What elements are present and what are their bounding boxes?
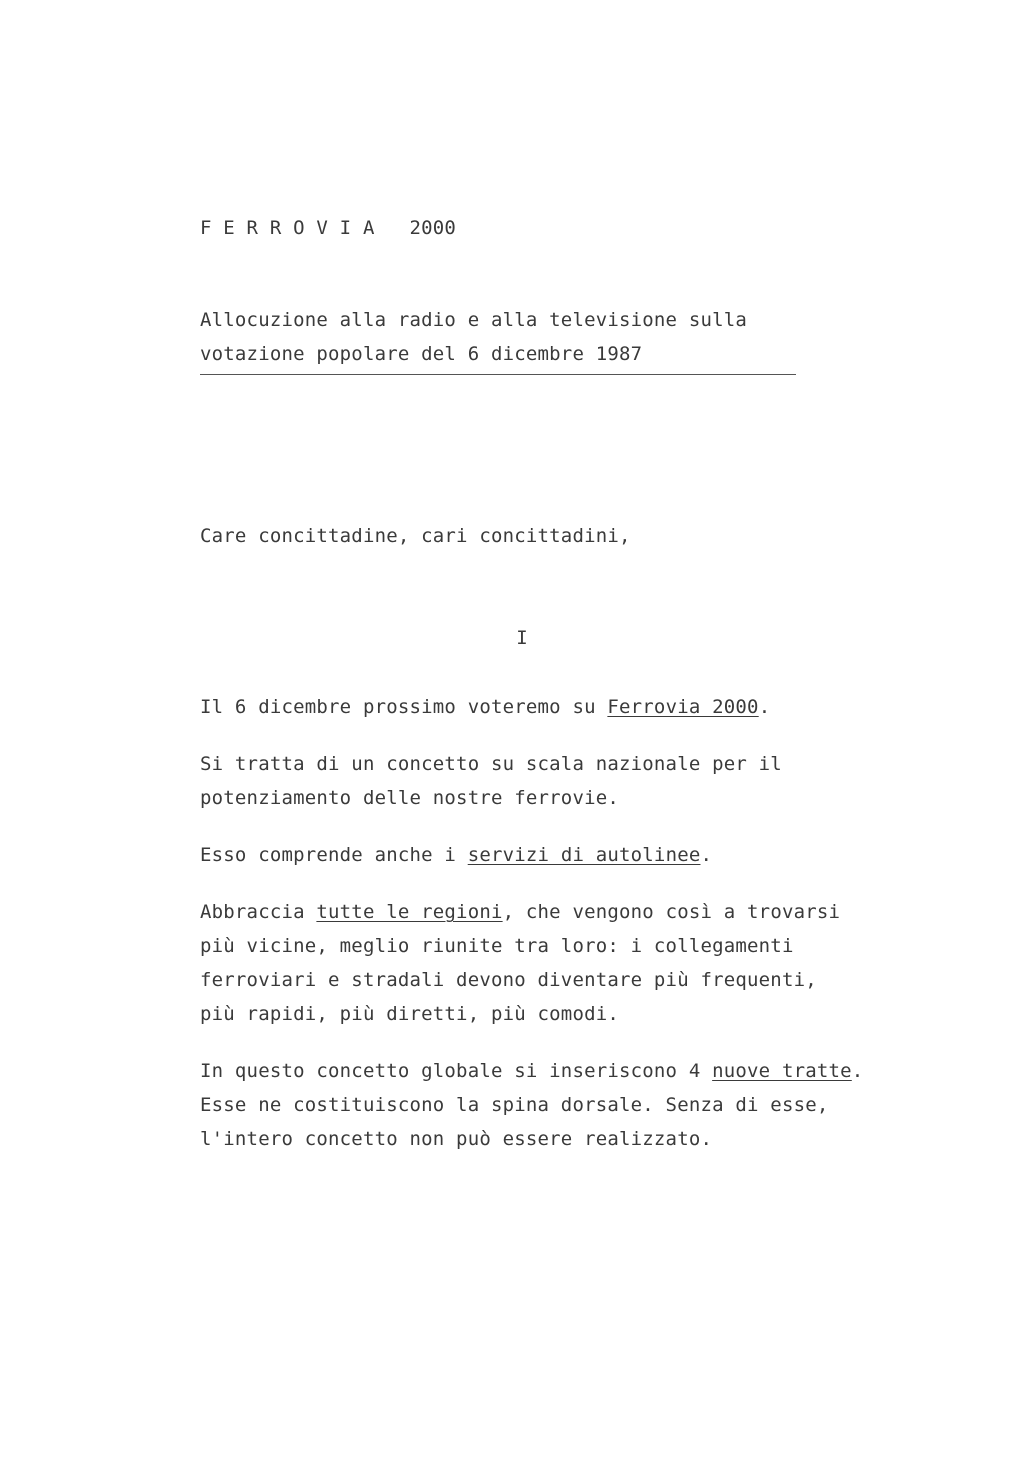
paragraph-5-underlined: nuove tratte [712, 1060, 852, 1082]
paragraph-3-end: . [700, 844, 713, 866]
paragraph-5-line-1-end: . [851, 1060, 864, 1082]
paragraph-4-line-2: più vicine, meglio riunite tra loro: i collegamenti [200, 935, 794, 957]
paragraph-5-line-1-start: In questo concetto globale si inseriscono 4 [200, 1060, 713, 1082]
paragraph-5-line-1 [200, 1059, 863, 1083]
paragraph-3-underlined: servizi di autolinee [467, 844, 701, 866]
paragraph-4-line-1 [200, 900, 840, 924]
paragraph-5-line-3: l'intero concetto non può essere realizzato. [200, 1128, 713, 1150]
paragraph-4-line-3: ferroviari e stradali devono diventare più frequenti, [200, 969, 817, 991]
paragraph-1-underlined: Ferrovia 2000 [607, 696, 759, 718]
paragraph-4-line-4: più rapidi, più diretti, più comodi. [200, 1003, 620, 1025]
paragraph-4-line-1-start: Abbraccia [200, 901, 317, 923]
section-numeral: I [516, 627, 528, 649]
paragraph-1 [200, 695, 770, 719]
subtitle-line-2: votazione popolare del 6 dicembre 1987 [200, 343, 643, 365]
paragraph-3 [200, 843, 712, 867]
subtitle-line-1: Allocuzione alla radio e alla televisione sulla [200, 309, 748, 331]
paragraph-4-line-1-end: , che vengono così a trovarsi [502, 901, 841, 923]
paragraph-1-text: Il 6 dicembre prossimo voteremo su [200, 696, 608, 718]
subtitle-underline-rule [200, 374, 796, 375]
paragraph-5-line-2: Esse ne costituiscono la spina dorsale. Senza di esse, [200, 1094, 829, 1116]
paragraph-3-text: Esso comprende anche i [200, 844, 468, 866]
paragraph-4-underlined: tutte le regioni [316, 901, 503, 923]
paragraph-2-line-1: Si tratta di un concetto su scala nazionale per il [200, 753, 782, 775]
paragraph-2-line-2: potenziamento delle nostre ferrovie. [200, 787, 620, 809]
salutation: Care concittadine, cari concittadini, [200, 525, 631, 547]
document-title: F E R R O V I A 2000 [200, 217, 457, 239]
paragraph-1-end: . [758, 696, 771, 718]
